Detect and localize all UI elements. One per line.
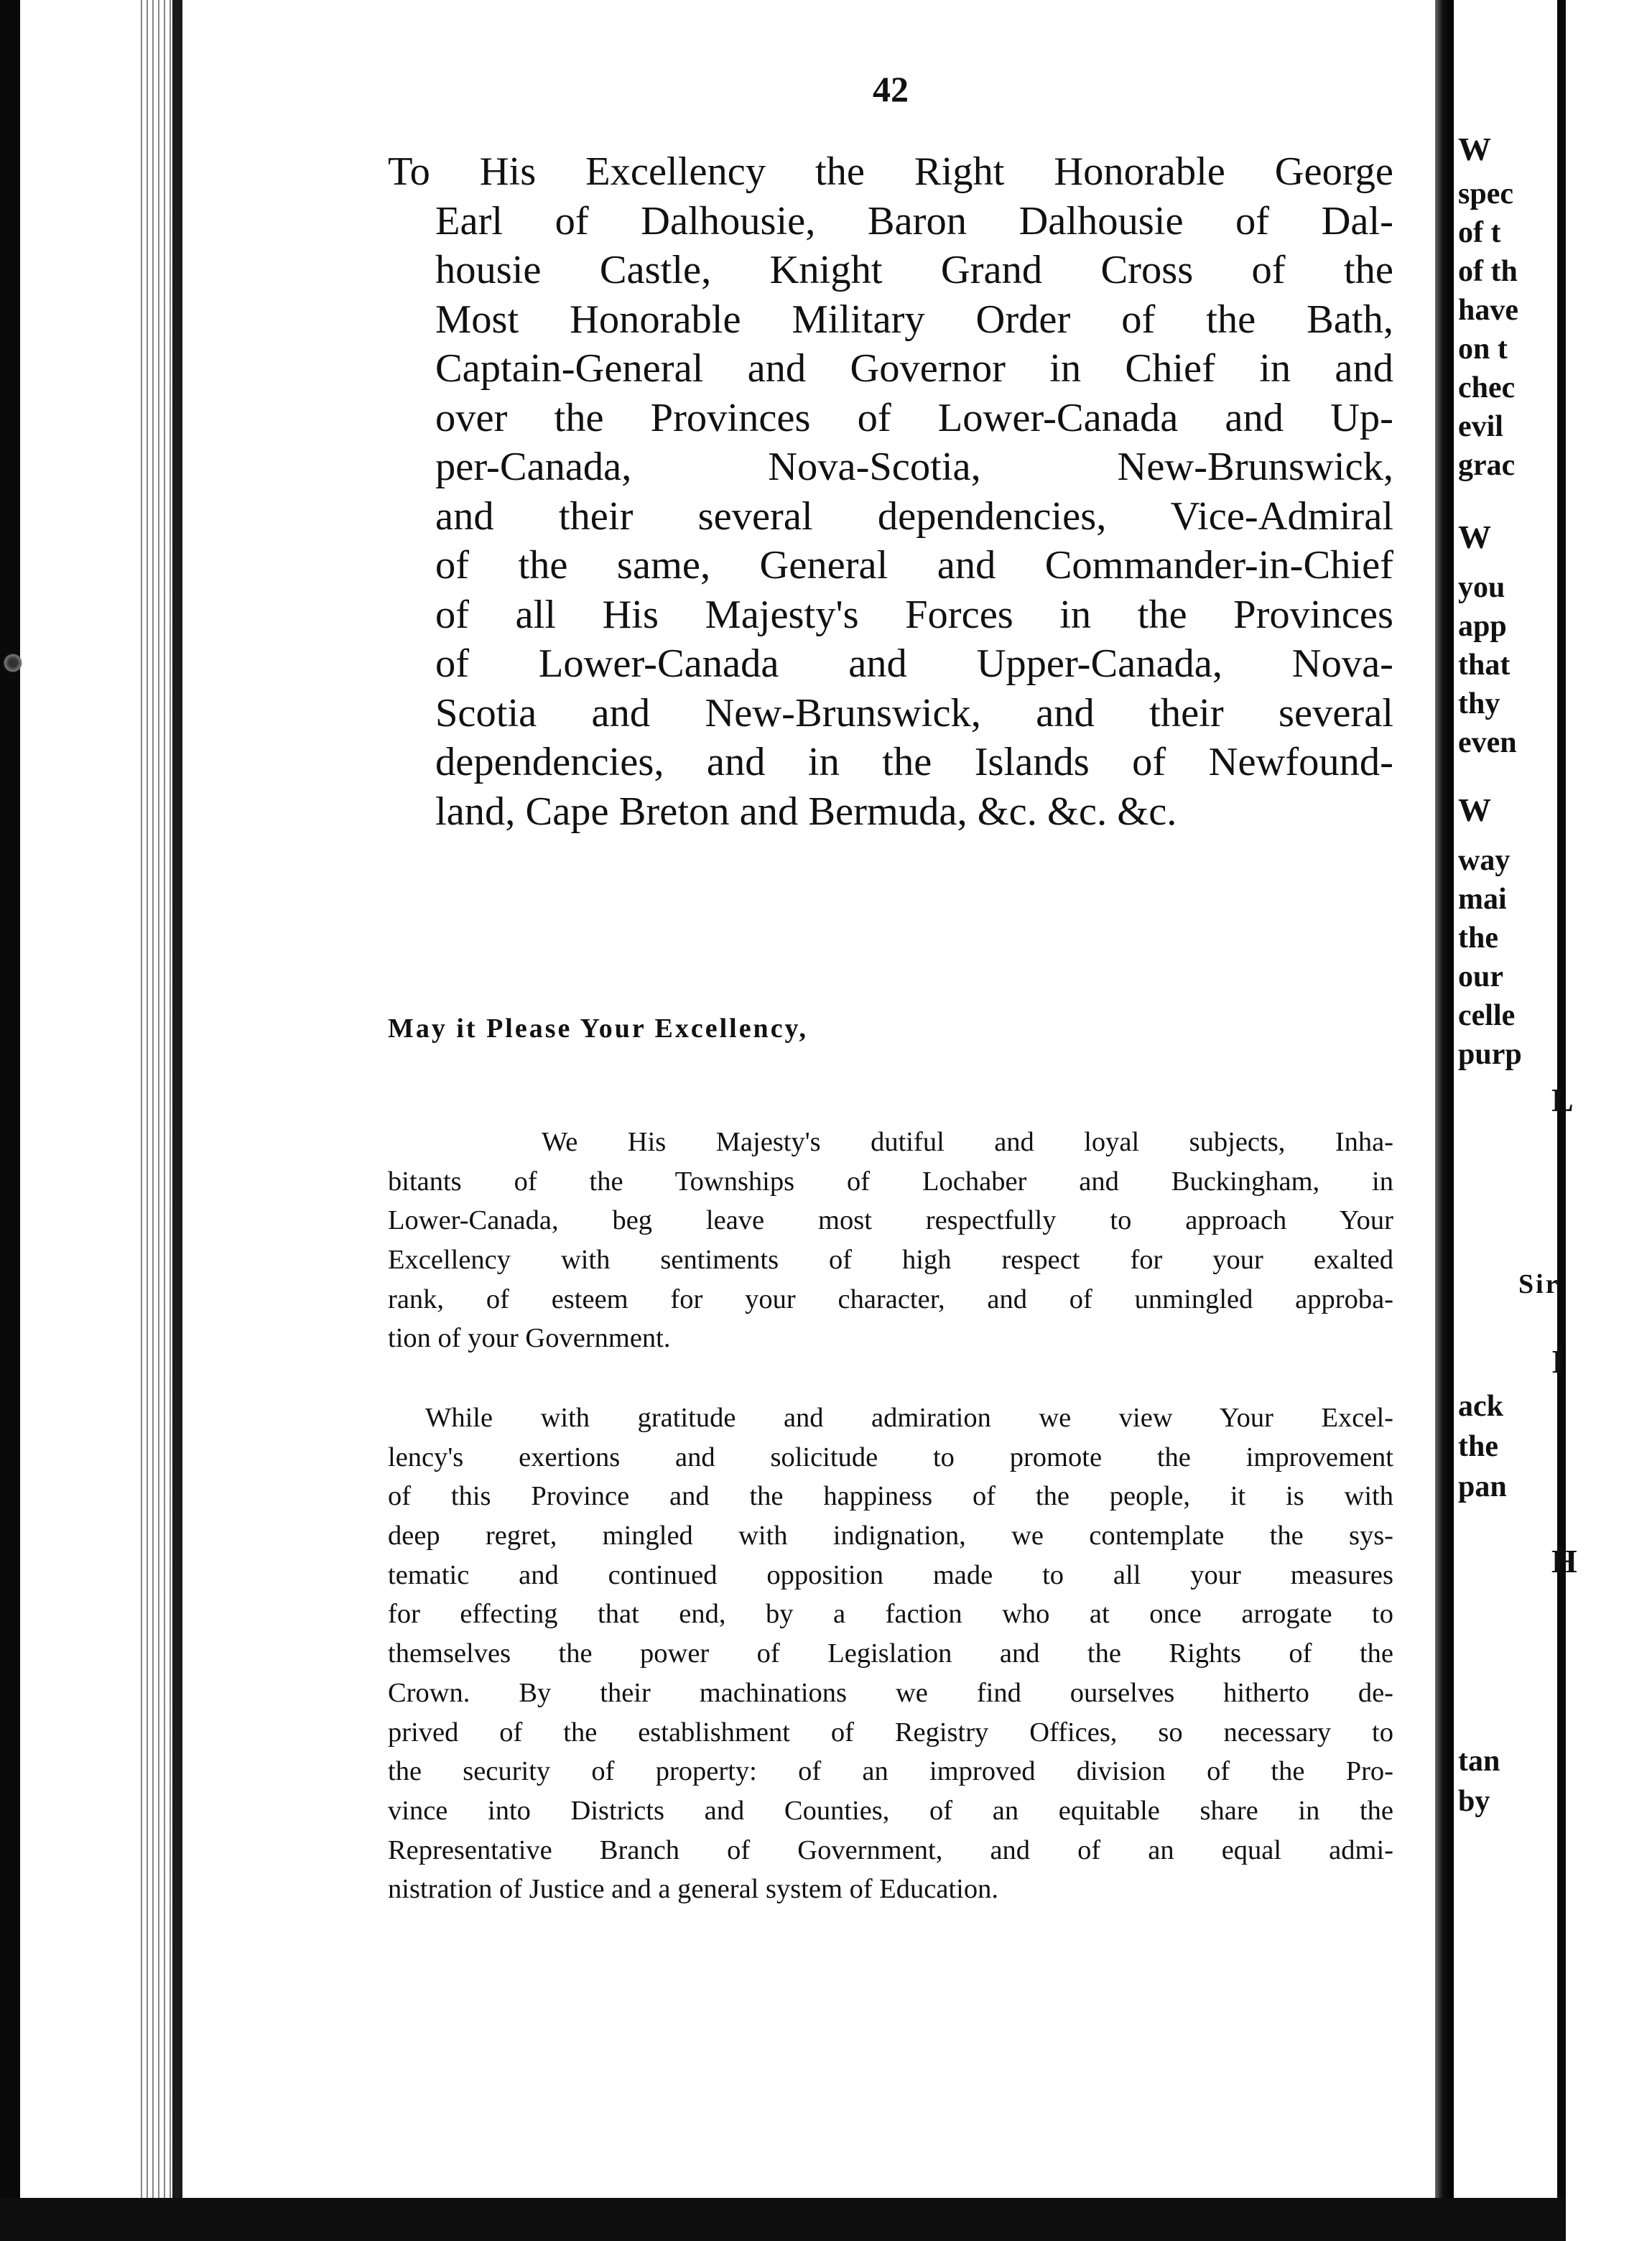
address-line: dependencies, and in the Islands of Newfound- (435, 740, 1393, 784)
address-line: of all His Majesty's Forces in the Provinces (435, 592, 1393, 637)
fragment-text: W (1458, 792, 1491, 828)
address-heading (388, 147, 1393, 836)
scan-left-border (0, 0, 20, 2241)
scan-bottom-border (0, 2198, 1566, 2241)
fragment-text: mai (1458, 883, 1507, 916)
address-line: Earl of Dalhousie, Baron Dalhousie of Dal- (435, 198, 1393, 243)
fragment-text: grac (1458, 449, 1516, 482)
fragment-text: evil (1458, 410, 1503, 443)
fragment-text: of t (1458, 216, 1501, 249)
paragraph-line: vince into Districts and Counties, of an equitable share in the (388, 1795, 1393, 1826)
paragraph-1 (388, 1123, 1393, 1358)
address-line: over the Provinces of Lower-Canada and Up- (435, 395, 1393, 440)
page-binding-shadow (172, 0, 182, 2241)
fragment-text: spec (1458, 177, 1513, 210)
fragment-text: on t (1458, 333, 1508, 366)
fragment-text: L (1551, 1082, 1574, 1118)
paragraph-line: of this Province and the happiness of the people, it is with (388, 1481, 1393, 1512)
fragment-text: celle (1458, 999, 1516, 1032)
paragraph-line: Lower-Canada, beg leave most respectfully to approach Your (388, 1205, 1393, 1236)
address-line: of Lower-Canada and Upper-Canada, Nova- (435, 641, 1393, 686)
address-line: of the same, General and Commander-in-Chief (435, 543, 1393, 588)
fragment-text: even (1458, 726, 1517, 759)
fragment-text: app (1458, 610, 1507, 643)
address-line: Most Honorable Military Order of the Bath, (435, 297, 1393, 342)
paragraph-line: Crown. By their machinations we find ourselves hitherto de- (388, 1677, 1393, 1708)
fragment-text: chec (1458, 371, 1516, 404)
fragment-text: Sir (1518, 1269, 1560, 1299)
fragment-text: W (1458, 131, 1491, 167)
fragment-text: thy (1458, 687, 1500, 720)
paragraph-line: Representative Branch of Government, and of an equal admi- (388, 1834, 1393, 1865)
page-number: 42 (873, 69, 909, 109)
paragraph-line: We His Majesty's dutiful and loyal subjects, Inha- (542, 1127, 1393, 1157)
paragraph-line: While with gratitude and admiration we view Your Excel- (425, 1403, 1393, 1433)
fragment-text: of th (1458, 255, 1518, 288)
fragment-text: purp (1458, 1038, 1522, 1071)
paragraph-line: for effecting that end, by a faction who at once arrogate to (388, 1599, 1393, 1630)
ink-speck (3, 654, 23, 672)
fragment-text: you (1458, 571, 1505, 604)
address-line: housie Castle, Knight Grand Cross of the (435, 248, 1393, 292)
paragraph-line: Excellency with sentiments of high respect for your exalted (388, 1245, 1393, 1276)
fragment-text: that (1458, 649, 1511, 682)
fragment-text: by (1458, 1785, 1490, 1818)
fragment-text: ack (1458, 1390, 1503, 1423)
address-line: per-Canada, Nova-Scotia, New-Brunswick, (435, 445, 1393, 489)
paragraph-line: lency's exertions and solicitude to promote the improvement (388, 1442, 1393, 1472)
book-gutter (1435, 0, 1454, 2241)
address-line: To His Excellency the Right Honorable George (388, 149, 1393, 194)
address-line: and their several dependencies, Vice-Admiral (435, 493, 1393, 539)
paragraph-2 (388, 1398, 1393, 1909)
fragment-text: tan (1458, 1745, 1500, 1778)
salutation: May it Please Your Excellency, (388, 1013, 808, 1044)
address-line: Captain-General and Governor in Chief in and (435, 346, 1393, 391)
fragment-text: the (1458, 1430, 1498, 1463)
paragraph-line: nistration of Justice and a general system of Education. (388, 1874, 998, 1905)
fragment-text: way (1458, 844, 1511, 877)
paragraph-line: themselves the power of Legislation and the Rights of the (388, 1638, 1393, 1669)
paragraph-line: tematic and continued opposition made to all your measures (388, 1559, 1393, 1590)
paragraph-line: the security of property: of an improved division of the Pro- (388, 1756, 1393, 1787)
paragraph-line: prived of the establishment of Registry Offices, so necessary to (388, 1717, 1393, 1748)
paragraph-line: tion of your Government. (388, 1323, 671, 1354)
fragment-text: our (1458, 960, 1503, 993)
paragraph-line: deep regret, mingled with indignation, we contemplate the sys- (388, 1521, 1393, 1551)
fragment-text: H (1551, 1543, 1577, 1579)
fragment-text: have (1458, 294, 1518, 327)
address-line: Scotia and New-Brunswick, and their several (435, 690, 1393, 736)
fragment-text: I (1551, 1343, 1564, 1380)
paragraph-line: bitants of the Townships of Lochaber and Buckingham, in (388, 1166, 1393, 1197)
fragment-text: the (1458, 922, 1498, 955)
address-line: land, Cape Breton and Bermuda, &c. &c. &c. (435, 789, 1177, 834)
fragment-text: W (1458, 519, 1491, 555)
fragment-text: pan (1458, 1470, 1507, 1503)
paragraph-line: rank, of esteem for your character, and of unmingled approba- (388, 1284, 1393, 1314)
